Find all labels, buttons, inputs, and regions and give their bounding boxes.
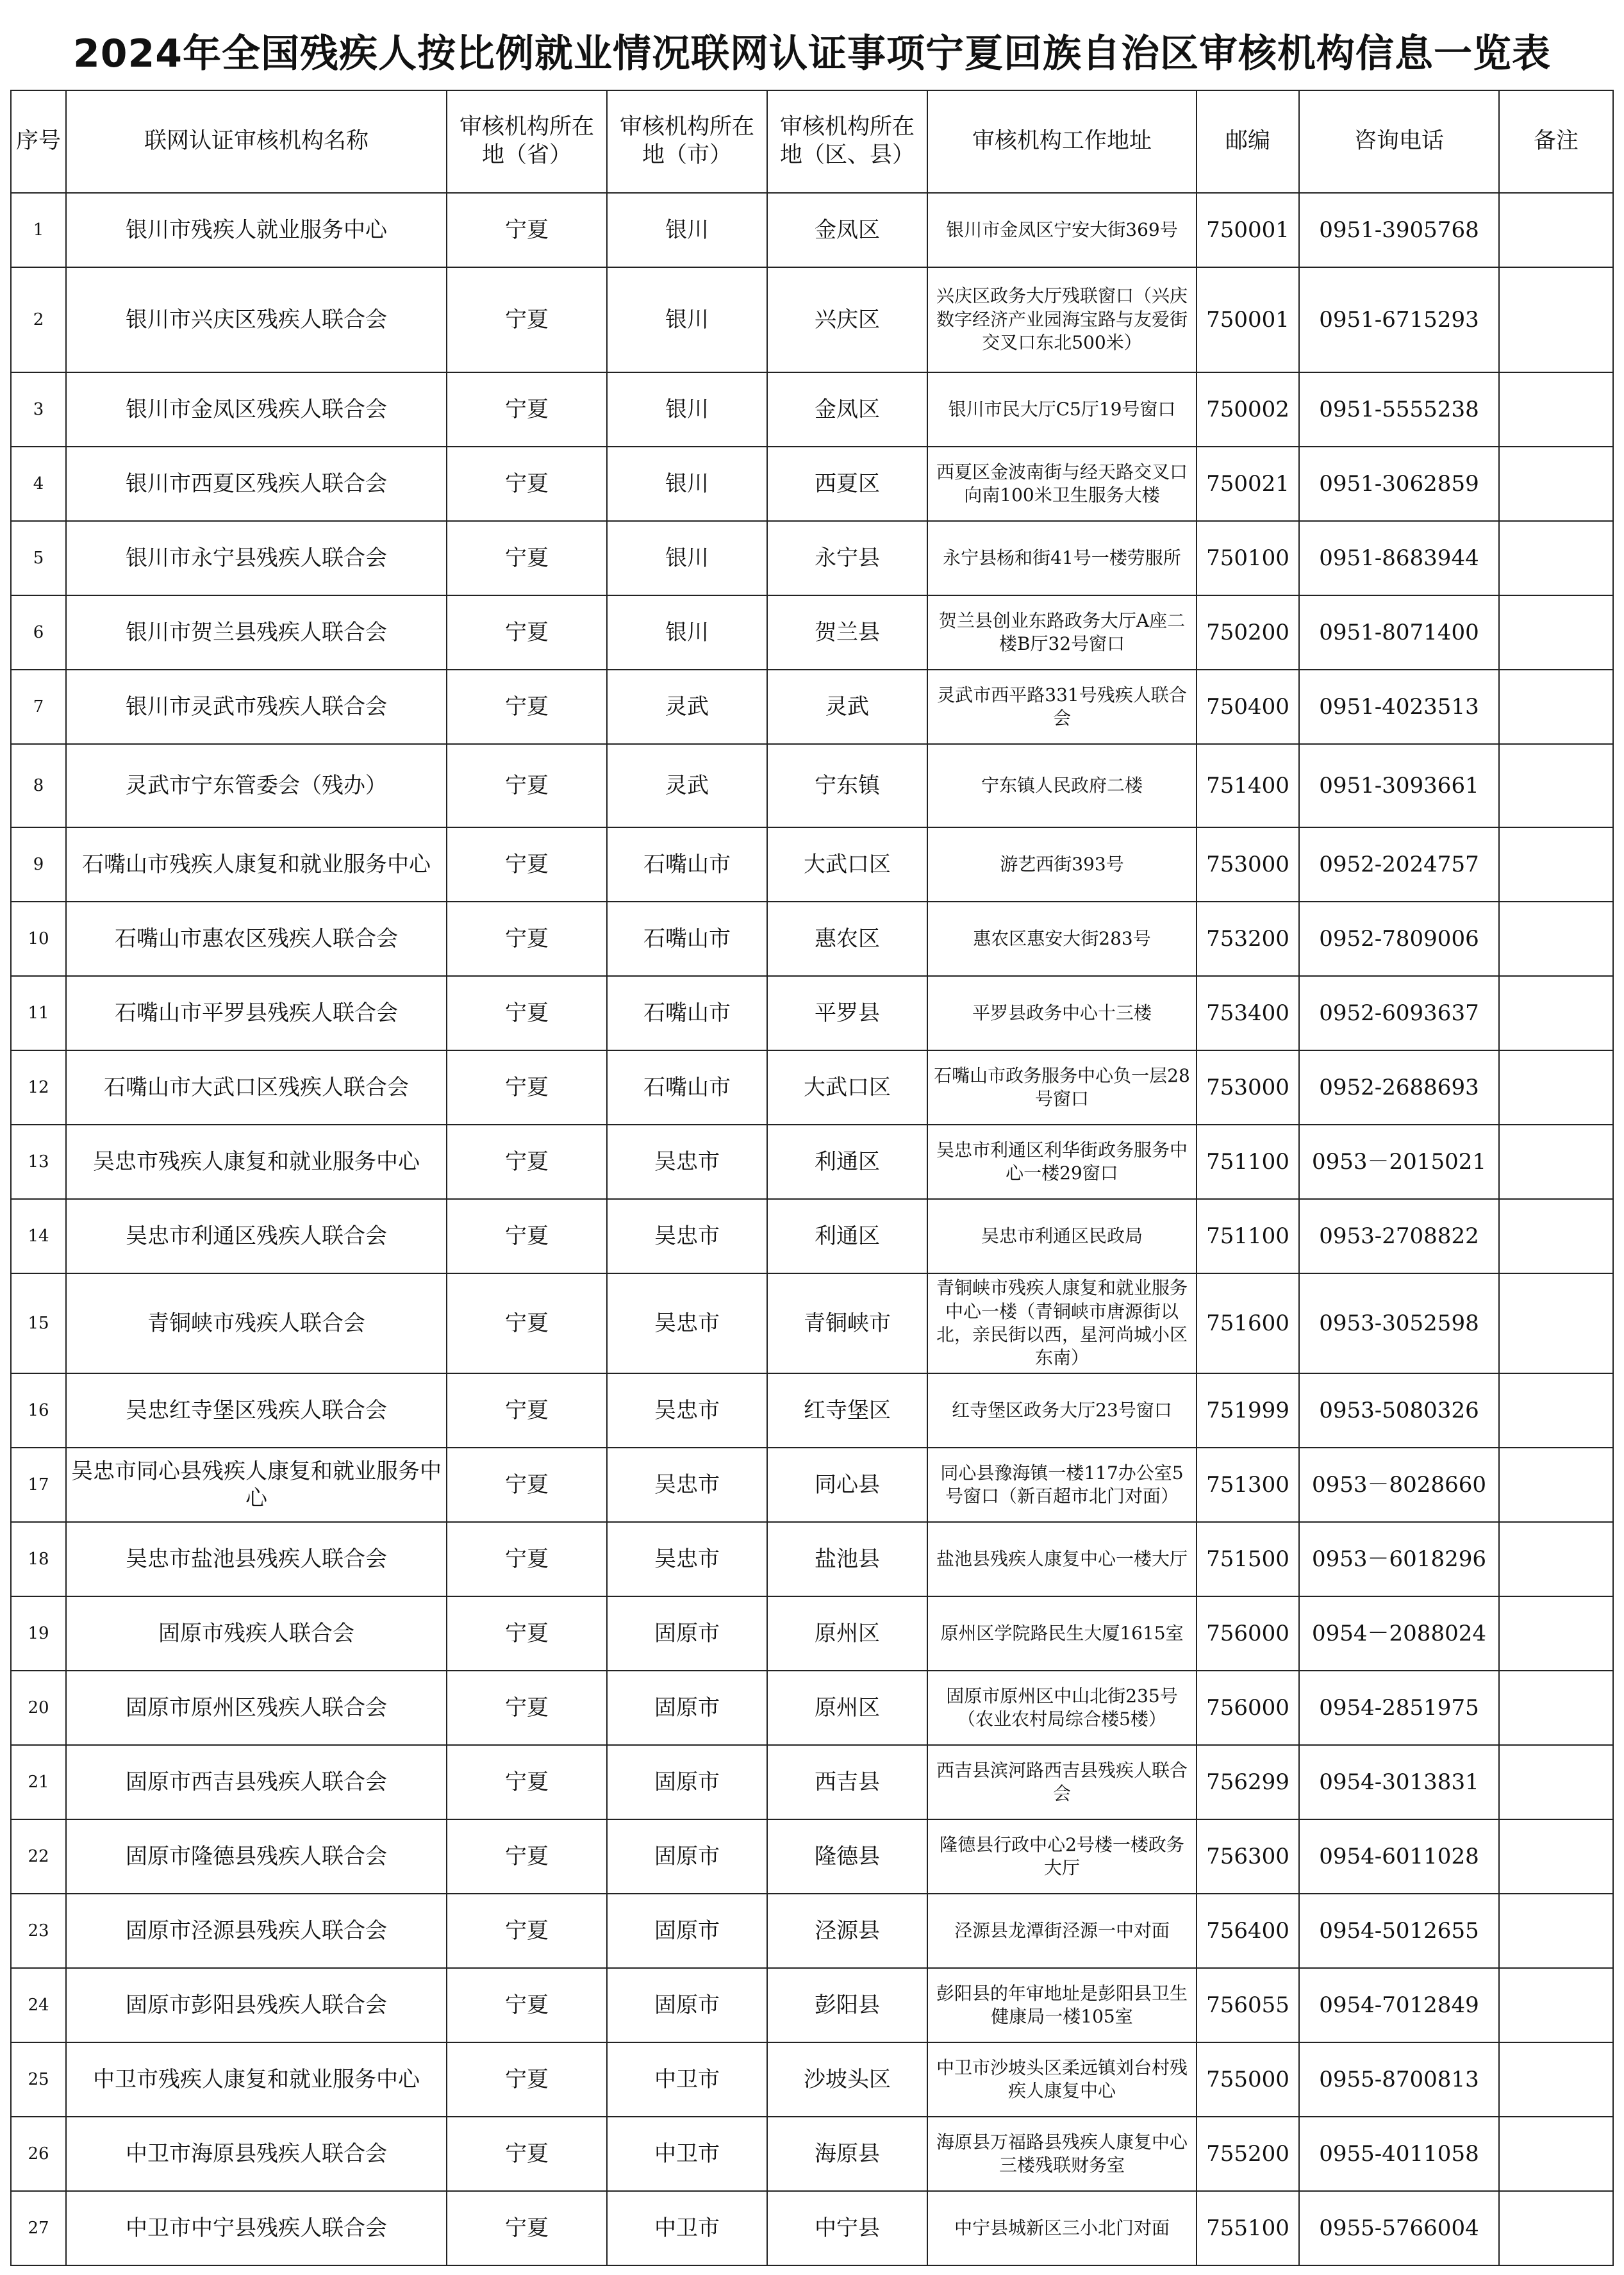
postcode-cell: 751100 <box>1197 1199 1299 1273</box>
city-cell: 吴忠市 <box>607 1448 767 1522</box>
postcode-cell: 755200 <box>1197 2117 1299 2191</box>
province-cell: 宁夏 <box>447 902 607 976</box>
city-cell: 银川 <box>607 521 767 595</box>
district-cell: 泾源县 <box>767 1894 927 1968</box>
district-cell: 隆德县 <box>767 1819 927 1894</box>
province-cell: 宁夏 <box>447 1745 607 1819</box>
agency-name-cell: 石嘴山市平罗县残疾人联合会 <box>66 976 447 1050</box>
consult-phone-cell: 0951-3062859 <box>1299 447 1499 521</box>
work-address-cell: 泾源县龙潭街泾源一中对面 <box>927 1894 1197 1968</box>
postcode-cell: 755100 <box>1197 2191 1299 2265</box>
work-address-cell: 隆德县行政中心2号楼一楼政务大厅 <box>927 1819 1197 1894</box>
table-row <box>11 744 1613 827</box>
row-number-cell: 3 <box>11 372 66 447</box>
row-number-cell: 12 <box>11 1050 66 1125</box>
table-row <box>11 521 1613 595</box>
col-header-province: 审核机构所在地（省） <box>447 90 607 193</box>
province-cell: 宁夏 <box>447 1522 607 1596</box>
postcode-cell: 750100 <box>1197 521 1299 595</box>
consult-phone-cell: 0951-5555238 <box>1299 372 1499 447</box>
row-number-cell: 25 <box>11 2042 66 2117</box>
postcode-cell: 756299 <box>1197 1745 1299 1819</box>
district-cell: 金凤区 <box>767 193 927 267</box>
city-cell: 石嘴山市 <box>607 1050 767 1125</box>
note-cell <box>1499 193 1613 267</box>
city-cell: 灵武 <box>607 670 767 744</box>
col-header-city: 审核机构所在地（市） <box>607 90 767 193</box>
work-address-cell: 青铜峡市残疾人康复和就业服务中心一楼（青铜峡市唐源街以北，亲民街以西，星河尚城小区东南） <box>927 1273 1197 1373</box>
province-cell: 宁夏 <box>447 1448 607 1522</box>
city-cell: 银川 <box>607 193 767 267</box>
city-cell: 石嘴山市 <box>607 976 767 1050</box>
note-cell <box>1499 267 1613 372</box>
table-row <box>11 447 1613 521</box>
row-number-cell: 5 <box>11 521 66 595</box>
row-number-cell: 19 <box>11 1596 66 1671</box>
table-row <box>11 2042 1613 2117</box>
agency-name-cell: 银川市兴庆区残疾人联合会 <box>66 267 447 372</box>
city-cell: 中卫市 <box>607 2117 767 2191</box>
consult-phone-cell: 0953-5080326 <box>1299 1373 1499 1448</box>
district-cell: 彭阳县 <box>767 1968 927 2042</box>
work-address-cell: 盐池县残疾人康复中心一楼大厅 <box>927 1522 1197 1596</box>
consult-phone-cell: 0951-4023513 <box>1299 670 1499 744</box>
postcode-cell: 751100 <box>1197 1125 1299 1199</box>
row-number-cell: 11 <box>11 976 66 1050</box>
agency-name-cell: 固原市残疾人联合会 <box>66 1596 447 1671</box>
table-row <box>11 1968 1613 2042</box>
agency-name-cell: 吴忠市同心县残疾人康复和就业服务中心 <box>66 1448 447 1522</box>
table-body <box>11 193 1613 2265</box>
city-cell: 吴忠市 <box>607 1199 767 1273</box>
postcode-cell: 756055 <box>1197 1968 1299 2042</box>
province-cell: 宁夏 <box>447 447 607 521</box>
postcode-cell: 753000 <box>1197 1050 1299 1125</box>
row-number-cell: 23 <box>11 1894 66 1968</box>
table-row <box>11 1671 1613 1745</box>
row-number-cell: 22 <box>11 1819 66 1894</box>
table-row <box>11 2191 1613 2265</box>
postcode-cell: 751600 <box>1197 1273 1299 1373</box>
province-cell: 宁夏 <box>447 1125 607 1199</box>
postcode-cell: 750002 <box>1197 372 1299 447</box>
work-address-cell: 同心县豫海镇一楼117办公室5号窗口（新百超市北门对面） <box>927 1448 1197 1522</box>
work-address-cell: 中卫市沙坡头区柔远镇刘台村残疾人康复中心 <box>927 2042 1197 2117</box>
district-cell: 中宁县 <box>767 2191 927 2265</box>
district-cell: 红寺堡区 <box>767 1373 927 1448</box>
note-cell <box>1499 1273 1613 1373</box>
table-row <box>11 670 1613 744</box>
table-row <box>11 1373 1613 1448</box>
row-number-cell: 2 <box>11 267 66 372</box>
district-cell: 贺兰县 <box>767 595 927 670</box>
work-address-cell: 海原县万福路县残疾人康复中心三楼残联财务室 <box>927 2117 1197 2191</box>
agency-name-cell: 中卫市中宁县残疾人联合会 <box>66 2191 447 2265</box>
district-cell: 惠农区 <box>767 902 927 976</box>
postcode-cell: 753400 <box>1197 976 1299 1050</box>
city-cell: 固原市 <box>607 1968 767 2042</box>
province-cell: 宁夏 <box>447 2191 607 2265</box>
consult-phone-cell: 0953－8028660 <box>1299 1448 1499 1522</box>
agency-name-cell: 吴忠市残疾人康复和就业服务中心 <box>66 1125 447 1199</box>
city-cell: 石嘴山市 <box>607 902 767 976</box>
province-cell: 宁夏 <box>447 521 607 595</box>
table-row <box>11 267 1613 372</box>
note-cell <box>1499 1050 1613 1125</box>
row-number-cell: 8 <box>11 744 66 827</box>
table-row <box>11 595 1613 670</box>
row-number-cell: 18 <box>11 1522 66 1596</box>
district-cell: 盐池县 <box>767 1522 927 1596</box>
work-address-cell: 红寺堡区政务大厅23号窗口 <box>927 1373 1197 1448</box>
consult-phone-cell: 0951-8683944 <box>1299 521 1499 595</box>
table-row <box>11 1745 1613 1819</box>
postcode-cell: 756000 <box>1197 1596 1299 1671</box>
province-cell: 宁夏 <box>447 1968 607 2042</box>
agency-name-cell: 固原市隆德县残疾人联合会 <box>66 1819 447 1894</box>
province-cell: 宁夏 <box>447 2042 607 2117</box>
row-number-cell: 16 <box>11 1373 66 1448</box>
note-cell <box>1499 1671 1613 1745</box>
postcode-cell: 756000 <box>1197 1671 1299 1745</box>
agency-name-cell: 石嘴山市大武口区残疾人联合会 <box>66 1050 447 1125</box>
work-address-cell: 银川市民大厅C5厅19号窗口 <box>927 372 1197 447</box>
city-cell: 固原市 <box>607 1819 767 1894</box>
note-cell <box>1499 1199 1613 1273</box>
work-address-cell: 西夏区金波南街与经天路交叉口向南100米卫生服务大楼 <box>927 447 1197 521</box>
work-address-cell: 吴忠市利通区利华街政务服务中心一楼29窗口 <box>927 1125 1197 1199</box>
postcode-cell: 751300 <box>1197 1448 1299 1522</box>
work-address-cell: 彭阳县的年审地址是彭阳县卫生健康局一楼105室 <box>927 1968 1197 2042</box>
consult-phone-cell: 0952-2024757 <box>1299 827 1499 902</box>
row-number-cell: 21 <box>11 1745 66 1819</box>
note-cell <box>1499 2042 1613 2117</box>
work-address-cell: 灵武市西平路331号残疾人联合会 <box>927 670 1197 744</box>
consult-phone-cell: 0955-5766004 <box>1299 2191 1499 2265</box>
note-cell <box>1499 521 1613 595</box>
agency-table <box>10 90 1614 2266</box>
city-cell: 中卫市 <box>607 2191 767 2265</box>
consult-phone-cell: 0953－6018296 <box>1299 1522 1499 1596</box>
postcode-cell: 750001 <box>1197 193 1299 267</box>
table-row <box>11 372 1613 447</box>
table-row <box>11 827 1613 902</box>
row-number-cell: 24 <box>11 1968 66 2042</box>
col-header-address: 审核机构工作地址 <box>927 90 1197 193</box>
consult-phone-cell: 0954-3013831 <box>1299 1745 1499 1819</box>
table-row <box>11 1522 1613 1596</box>
table-row <box>11 1199 1613 1273</box>
table-row <box>11 1894 1613 1968</box>
consult-phone-cell: 0952-7809006 <box>1299 902 1499 976</box>
city-cell: 固原市 <box>607 1745 767 1819</box>
district-cell: 金凤区 <box>767 372 927 447</box>
table-row <box>11 2117 1613 2191</box>
col-header-name: 联网认证审核机构名称 <box>66 90 447 193</box>
row-number-cell: 7 <box>11 670 66 744</box>
consult-phone-cell: 0952-2688693 <box>1299 1050 1499 1125</box>
consult-phone-cell: 0953-3052598 <box>1299 1273 1499 1373</box>
province-cell: 宁夏 <box>447 976 607 1050</box>
postcode-cell: 750400 <box>1197 670 1299 744</box>
row-number-cell: 26 <box>11 2117 66 2191</box>
agency-name-cell: 石嘴山市惠农区残疾人联合会 <box>66 902 447 976</box>
row-number-cell: 27 <box>11 2191 66 2265</box>
province-cell: 宁夏 <box>447 1596 607 1671</box>
note-cell <box>1499 1448 1613 1522</box>
row-number-cell: 14 <box>11 1199 66 1273</box>
agency-name-cell: 中卫市残疾人康复和就业服务中心 <box>66 2042 447 2117</box>
province-cell: 宁夏 <box>447 1894 607 1968</box>
work-address-cell: 平罗县政务中心十三楼 <box>927 976 1197 1050</box>
col-header-phone: 咨询电话 <box>1299 90 1499 193</box>
district-cell: 平罗县 <box>767 976 927 1050</box>
row-number-cell: 15 <box>11 1273 66 1373</box>
col-header-note: 备注 <box>1499 90 1613 193</box>
note-cell <box>1499 976 1613 1050</box>
row-number-cell: 9 <box>11 827 66 902</box>
province-cell: 宁夏 <box>447 1373 607 1448</box>
agency-name-cell: 灵武市宁东管委会（残办） <box>66 744 447 827</box>
table-row <box>11 1819 1613 1894</box>
district-cell: 原州区 <box>767 1671 927 1745</box>
city-cell: 中卫市 <box>607 2042 767 2117</box>
district-cell: 兴庆区 <box>767 267 927 372</box>
city-cell: 吴忠市 <box>607 1522 767 1596</box>
table-row <box>11 902 1613 976</box>
work-address-cell: 贺兰县创业东路政务大厅A座二楼B厅32号窗口 <box>927 595 1197 670</box>
consult-phone-cell: 0951-6715293 <box>1299 267 1499 372</box>
consult-phone-cell: 0951-8071400 <box>1299 595 1499 670</box>
district-cell: 海原县 <box>767 2117 927 2191</box>
agency-name-cell: 银川市永宁县残疾人联合会 <box>66 521 447 595</box>
table-header-row <box>11 90 1613 193</box>
consult-phone-cell: 0951-3093661 <box>1299 744 1499 827</box>
work-address-cell: 永宁县杨和街41号一楼劳服所 <box>927 521 1197 595</box>
district-cell: 永宁县 <box>767 521 927 595</box>
agency-name-cell: 青铜峡市残疾人联合会 <box>66 1273 447 1373</box>
agency-name-cell: 银川市西夏区残疾人联合会 <box>66 447 447 521</box>
postcode-cell: 755000 <box>1197 2042 1299 2117</box>
table-row <box>11 1125 1613 1199</box>
district-cell: 原州区 <box>767 1596 927 1671</box>
postcode-cell: 753200 <box>1197 902 1299 976</box>
col-header-postcode: 邮编 <box>1197 90 1299 193</box>
note-cell <box>1499 1745 1613 1819</box>
district-cell: 西吉县 <box>767 1745 927 1819</box>
postcode-cell: 750021 <box>1197 447 1299 521</box>
postcode-cell: 751500 <box>1197 1522 1299 1596</box>
note-cell <box>1499 1125 1613 1199</box>
note-cell <box>1499 1819 1613 1894</box>
note-cell <box>1499 2117 1613 2191</box>
province-cell: 宁夏 <box>447 1819 607 1894</box>
postcode-cell: 750001 <box>1197 267 1299 372</box>
province-cell: 宁夏 <box>447 372 607 447</box>
note-cell <box>1499 1968 1613 2042</box>
work-address-cell: 吴忠市利通区民政局 <box>927 1199 1197 1273</box>
postcode-cell: 750200 <box>1197 595 1299 670</box>
district-cell: 利通区 <box>767 1199 927 1273</box>
province-cell: 宁夏 <box>447 595 607 670</box>
note-cell <box>1499 1373 1613 1448</box>
agency-name-cell: 吴忠市盐池县残疾人联合会 <box>66 1522 447 1596</box>
agency-name-cell: 银川市灵武市残疾人联合会 <box>66 670 447 744</box>
district-cell: 宁东镇 <box>767 744 927 827</box>
postcode-cell: 751400 <box>1197 744 1299 827</box>
row-number-cell: 1 <box>11 193 66 267</box>
work-address-cell: 游艺西街393号 <box>927 827 1197 902</box>
province-cell: 宁夏 <box>447 267 607 372</box>
table-row <box>11 1448 1613 1522</box>
postcode-cell: 753000 <box>1197 827 1299 902</box>
note-cell <box>1499 2191 1613 2265</box>
table-row <box>11 1273 1613 1373</box>
agency-name-cell: 固原市泾源县残疾人联合会 <box>66 1894 447 1968</box>
agency-name-cell: 中卫市海原县残疾人联合会 <box>66 2117 447 2191</box>
note-cell <box>1499 1596 1613 1671</box>
note-cell <box>1499 595 1613 670</box>
city-cell: 固原市 <box>607 1671 767 1745</box>
city-cell: 银川 <box>607 267 767 372</box>
province-cell: 宁夏 <box>447 827 607 902</box>
consult-phone-cell: 0954-2851975 <box>1299 1671 1499 1745</box>
province-cell: 宁夏 <box>447 1671 607 1745</box>
province-cell: 宁夏 <box>447 1199 607 1273</box>
agency-name-cell: 石嘴山市残疾人康复和就业服务中心 <box>66 827 447 902</box>
consult-phone-cell: 0953－2015021 <box>1299 1125 1499 1199</box>
agency-name-cell: 银川市贺兰县残疾人联合会 <box>66 595 447 670</box>
work-address-cell: 原州区学院路民生大厦1615室 <box>927 1596 1197 1671</box>
row-number-cell: 10 <box>11 902 66 976</box>
city-cell: 固原市 <box>607 1596 767 1671</box>
city-cell: 吴忠市 <box>607 1273 767 1373</box>
col-header-no: 序号 <box>11 90 66 193</box>
page-title: 2024年全国残疾人按比例就业情况联网认证事项宁夏回族自治区审核机构信息一览表 <box>73 31 1551 76</box>
consult-phone-cell: 0955-4011058 <box>1299 2117 1499 2191</box>
city-cell: 银川 <box>607 447 767 521</box>
city-cell: 银川 <box>607 595 767 670</box>
row-number-cell: 13 <box>11 1125 66 1199</box>
city-cell: 石嘴山市 <box>607 827 767 902</box>
work-address-cell: 惠农区惠安大街283号 <box>927 902 1197 976</box>
work-address-cell: 西吉县滨河路西吉县残疾人联合会 <box>927 1745 1197 1819</box>
district-cell: 大武口区 <box>767 827 927 902</box>
province-cell: 宁夏 <box>447 670 607 744</box>
province-cell: 宁夏 <box>447 193 607 267</box>
city-cell: 吴忠市 <box>607 1125 767 1199</box>
work-address-cell: 固原市原州区中山北街235号（农业农村局综合楼5楼） <box>927 1671 1197 1745</box>
consult-phone-cell: 0952-6093637 <box>1299 976 1499 1050</box>
district-cell: 沙坡头区 <box>767 2042 927 2117</box>
city-cell: 固原市 <box>607 1894 767 1968</box>
work-address-cell: 中宁县城新区三小北门对面 <box>927 2191 1197 2265</box>
work-address-cell: 兴庆区政务大厅残联窗口（兴庆数字经济产业园海宝路与友爱街交叉口东北500米） <box>927 267 1197 372</box>
table-row <box>11 976 1613 1050</box>
table-row <box>11 1050 1613 1125</box>
consult-phone-cell: 0951-3905768 <box>1299 193 1499 267</box>
note-cell <box>1499 902 1613 976</box>
note-cell <box>1499 744 1613 827</box>
row-number-cell: 6 <box>11 595 66 670</box>
consult-phone-cell: 0954-7012849 <box>1299 1968 1499 2042</box>
work-address-cell: 银川市金凤区宁安大街369号 <box>927 193 1197 267</box>
agency-name-cell: 固原市原州区残疾人联合会 <box>66 1671 447 1745</box>
postcode-cell: 751999 <box>1197 1373 1299 1448</box>
note-cell <box>1499 447 1613 521</box>
city-cell: 灵武 <box>607 744 767 827</box>
note-cell <box>1499 670 1613 744</box>
province-cell: 宁夏 <box>447 744 607 827</box>
province-cell: 宁夏 <box>447 1273 607 1373</box>
agency-name-cell: 固原市西吉县残疾人联合会 <box>66 1745 447 1819</box>
row-number-cell: 4 <box>11 447 66 521</box>
work-address-cell: 石嘴山市政务服务中心负一层28号窗口 <box>927 1050 1197 1125</box>
postcode-cell: 756400 <box>1197 1894 1299 1968</box>
district-cell: 西夏区 <box>767 447 927 521</box>
district-cell: 同心县 <box>767 1448 927 1522</box>
table-row <box>11 193 1613 267</box>
note-cell <box>1499 827 1613 902</box>
province-cell: 宁夏 <box>447 1050 607 1125</box>
district-cell: 大武口区 <box>767 1050 927 1125</box>
col-header-district: 审核机构所在地（区、县） <box>767 90 927 193</box>
note-cell <box>1499 1894 1613 1968</box>
consult-phone-cell: 0953-2708822 <box>1299 1199 1499 1273</box>
note-cell <box>1499 372 1613 447</box>
work-address-cell: 宁东镇人民政府二楼 <box>927 744 1197 827</box>
district-cell: 灵武 <box>767 670 927 744</box>
table-row <box>11 1596 1613 1671</box>
row-number-cell: 17 <box>11 1448 66 1522</box>
agency-name-cell: 银川市金凤区残疾人联合会 <box>66 372 447 447</box>
district-cell: 利通区 <box>767 1125 927 1199</box>
city-cell: 吴忠市 <box>607 1373 767 1448</box>
consult-phone-cell: 0954-5012655 <box>1299 1894 1499 1968</box>
province-cell: 宁夏 <box>447 2117 607 2191</box>
agency-name-cell: 固原市彭阳县残疾人联合会 <box>66 1968 447 2042</box>
agency-name-cell: 银川市残疾人就业服务中心 <box>66 193 447 267</box>
note-cell <box>1499 1522 1613 1596</box>
agency-name-cell: 吴忠红寺堡区残疾人联合会 <box>66 1373 447 1448</box>
consult-phone-cell: 0955-8700813 <box>1299 2042 1499 2117</box>
district-cell: 青铜峡市 <box>767 1273 927 1373</box>
city-cell: 银川 <box>607 372 767 447</box>
consult-phone-cell: 0954－2088024 <box>1299 1596 1499 1671</box>
agency-name-cell: 吴忠市利通区残疾人联合会 <box>66 1199 447 1273</box>
consult-phone-cell: 0954-6011028 <box>1299 1819 1499 1894</box>
postcode-cell: 756300 <box>1197 1819 1299 1894</box>
row-number-cell: 20 <box>11 1671 66 1745</box>
